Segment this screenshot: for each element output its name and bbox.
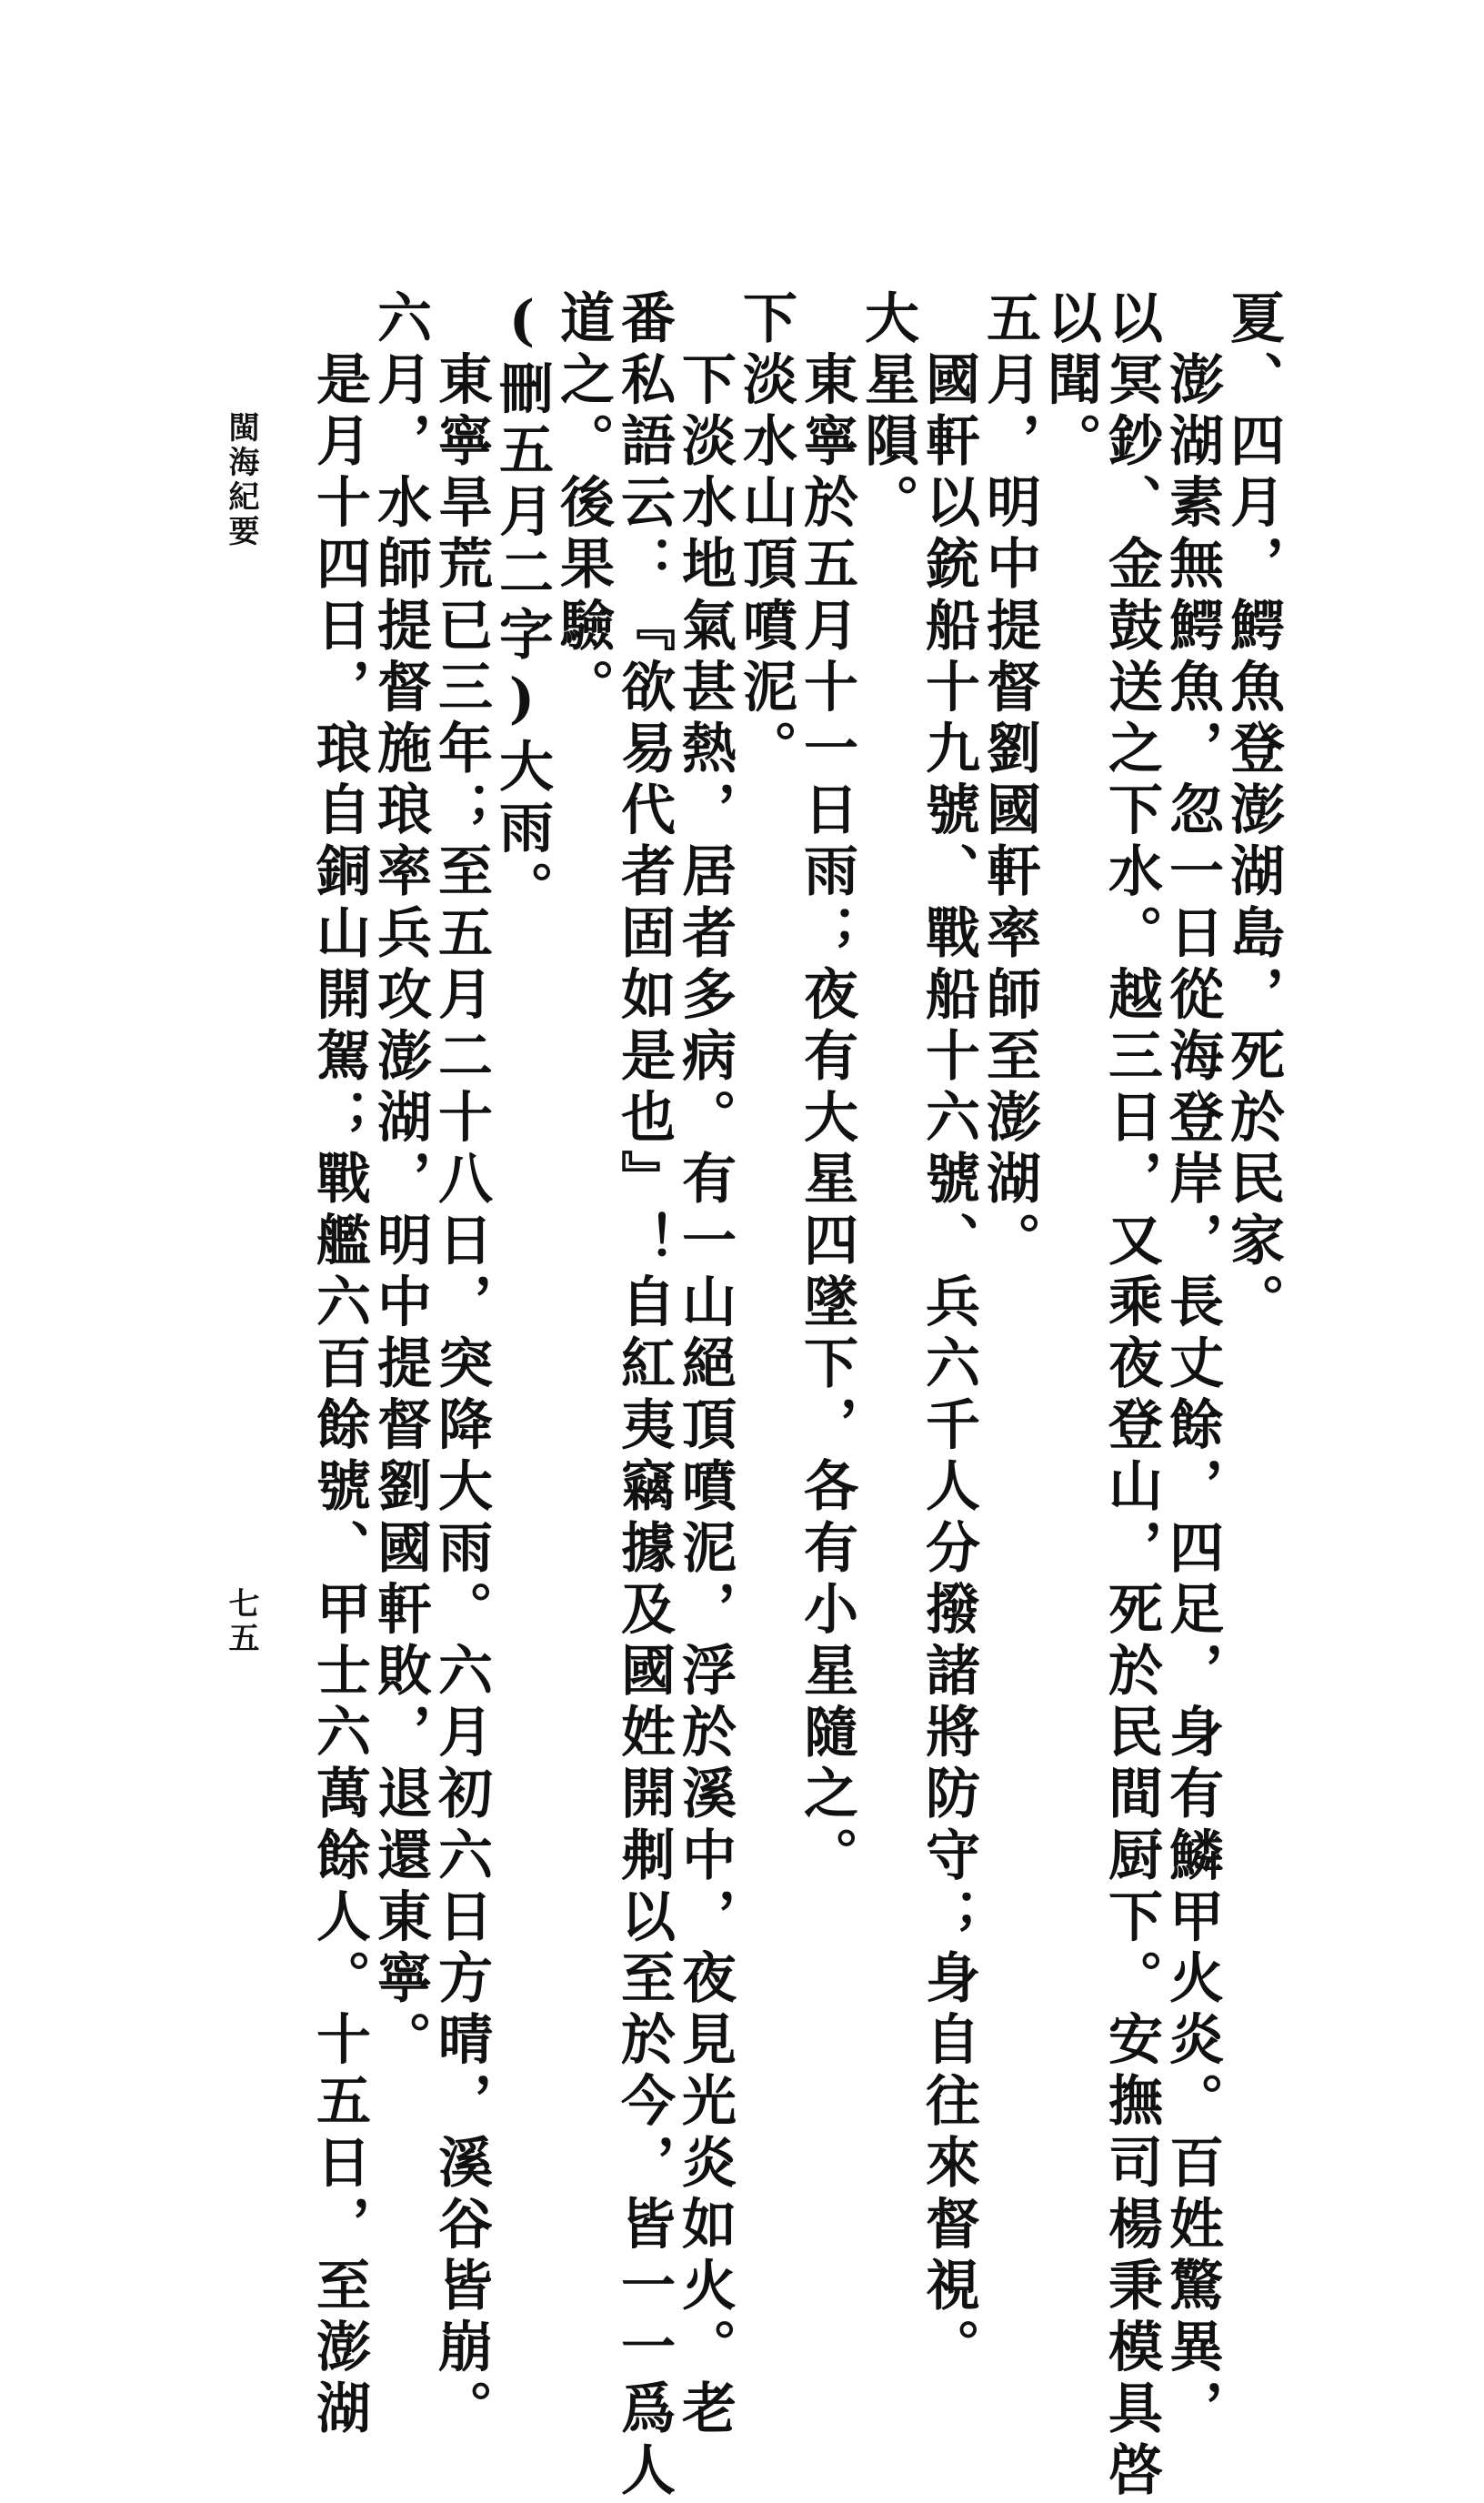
text-column-15: 六月，水師提督施琅率兵攻澎湖，明中提督劉國軒敗，退還東寧。 <box>368 289 432 2073</box>
text-column-5: 五月，明中提督劉國軒率師至澎湖。 <box>978 289 1041 1273</box>
text-column-16: 是月十四日，琅自銅山開駕；戰艦六百餘號、甲士六萬餘人。十五日，至澎湖 <box>307 289 371 2441</box>
text-column-6: 國軒以銃船十九號、戰船十六號、兵六千人分撥諸將防守；身自往來督視。 <box>917 289 980 2380</box>
text-column-14: 東寧旱荒已三年；至五月二十八日，突降大雨。六月初六日方晴，溪谷皆崩。 <box>429 289 493 2441</box>
text-column-2: 澎湖素無鰐魚，忽一日從海登岸，長丈餘，四足，身有鱗甲火炎。百姓驚異， <box>1160 289 1224 2441</box>
text-column-11: 番私語云：『欲易代者固如是也』！自紅夷竊據及國姓開刜以至於今，皆一一爲人 <box>612 289 676 2503</box>
text-column-1: 夏、四月，鰐魚登澎湖島，死於民家。 <box>1221 289 1285 1335</box>
text-column-7: 大星隕。 <box>856 289 919 536</box>
text-column-13: (刪五月二字)大雨。 <box>490 289 554 922</box>
text-column-9: 下淡水山頂噴泥。 <box>734 289 797 781</box>
page-number: 七五 <box>223 1587 259 1656</box>
text-column-12: 道之。後果驗。 <box>551 289 615 720</box>
book-title: 閩海紀要 <box>223 411 259 549</box>
text-column-4: 以聞。 <box>1038 289 1102 474</box>
text-column-10: 下淡水地氣甚熱，居者多病。有一山絕頂噴泥，浮於溪中，夜見光炎如火。老 <box>673 289 737 2441</box>
text-column-3: 以冥鈔、金鼓送之下水。越三日，又乘夜登山，死於民間厨下。安撫司楊秉模具啓 <box>1099 289 1163 2503</box>
text-column-8: 東寧於五月十一日雨；夜有大星四墜下，各有小星隨之。 <box>795 289 858 1888</box>
